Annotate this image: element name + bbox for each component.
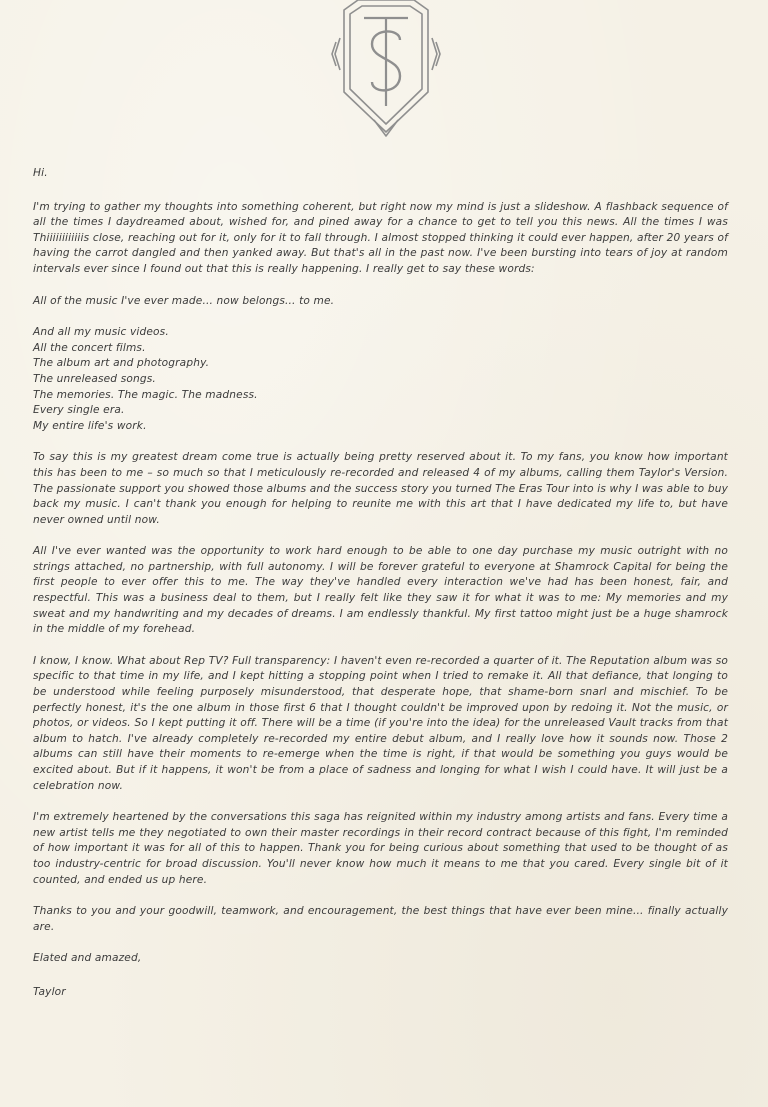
letter-closing: Elated and amazed, xyxy=(33,952,142,965)
list-item: The memories. The magic. The madness. xyxy=(33,388,258,401)
letter-greeting: Hi. xyxy=(33,167,48,179)
letter-paragraph-2: All of the music I've ever made... now belongs... to me. xyxy=(33,294,335,307)
list-item: Every single era. xyxy=(33,404,125,417)
letter-body xyxy=(33,166,728,1001)
letter-paragraph-4: All I've ever wanted was the opportunity to work hard enough to be able to one day purchase my music outright with no strings attached, no partnership, with full autonomy. I will be forever grateful to everyone at Shamrock Capital for being the first people to ever offer this to me. The way they've handled every interaction we've had has been honest, fair, and respectful. This was a business deal to them, but I really felt like they saw it for what it was to me: My memories and my sweat and my handwriting and my decades of dreams. I am endlessly thankful. My first tattoo might just be a huge shamrock in the middle of my forehead. xyxy=(33,545,728,636)
list-item: My entire life's work. xyxy=(33,419,147,432)
letter-paragraph-5: I know, I know. What about Rep TV? Full transparency: I haven't even re-recorded a quarter of it. The Reputation album was so specific to that time in my life, and I kept hitting a stopping point when I tried to remake it. All that defiance, that longing to be understood while feeling purposely misunderstood, that desperate hope, that shame-born snarl and mischief. To be perfectly honest, it's the one album in those first 6 that I thought couldn't be improved upon by redoing it. Not the music, or photos, or videos. So I kept putting it off. There will be a time (if you're into the idea) for the unreleased Vault tracks from that album to hatch. I've already completely re-recorded my entire debut album, and I really love how it sounds now. Those 2 albums can still have their moments to re-emerge when the time is right, if that would be something you guys would be excited about. But if it happens, it won't be from a place of sadness and longing for what I wish I could have. It will just be a celebration now. xyxy=(33,654,728,792)
letter-signature: Taylor xyxy=(33,985,66,998)
letter-paragraph-6: I'm extremely heartened by the conversations this saga has reignited within my industry among artists and fans. Every time a new artist tells me they negotiated to own their master recordings in their record contract because of this fight, I'm reminded of how important it was for all of this to happen. Thank you for being curious about something that used to be thought of as too industry-centric for broad discussion. You'll never know how much it means to me that you cared. Every single bit of it counted, and ended us up here. xyxy=(33,811,728,886)
owned-items-list xyxy=(33,325,728,434)
list-item: And all my music videos. xyxy=(33,326,169,339)
list-item: The unreleased songs. xyxy=(33,372,156,385)
letter-paragraph-7: Thanks to you and your goodwill, teamwork, and encouragement, the best things that have ever been mine... finally actually are. xyxy=(33,905,728,933)
list-item: The album art and photography. xyxy=(33,357,210,370)
list-item: All the concert films. xyxy=(33,341,146,354)
letter-paragraph-3: To say this is my greatest dream come true is actually being pretty reserved about it. To my fans, you know how important this has been to me – so much so that I meticulously re-recorded and released 4 of my albums, calling them Taylor's Version. The passionate support you showed those albums and the success story you turned The Eras Tour into is why I was able to buy back my music. I can't thank you enough for helping to reunite me with this art that I have dedicated my life to, but have never owned until now. xyxy=(33,451,728,526)
letter-paragraph-1: I'm trying to gather my thoughts into something coherent, but right now my mind is just a slideshow. A flashback sequence of all the times I daydreamed about, wished for, and pined away for a chance to get to tell you this news. All the times I was Thiiiiiiiiiiiis close, reaching out for it, only for it to fall through. I almost stopped thinking it could ever happen, after 20 years of having the carrot dangled and then yanked away. But that's all in the past now. I've been bursting into tears of joy at random intervals ever since I found out that this is really happening. I really get to say these words: xyxy=(33,200,728,275)
ts-monogram-logo xyxy=(330,0,442,138)
